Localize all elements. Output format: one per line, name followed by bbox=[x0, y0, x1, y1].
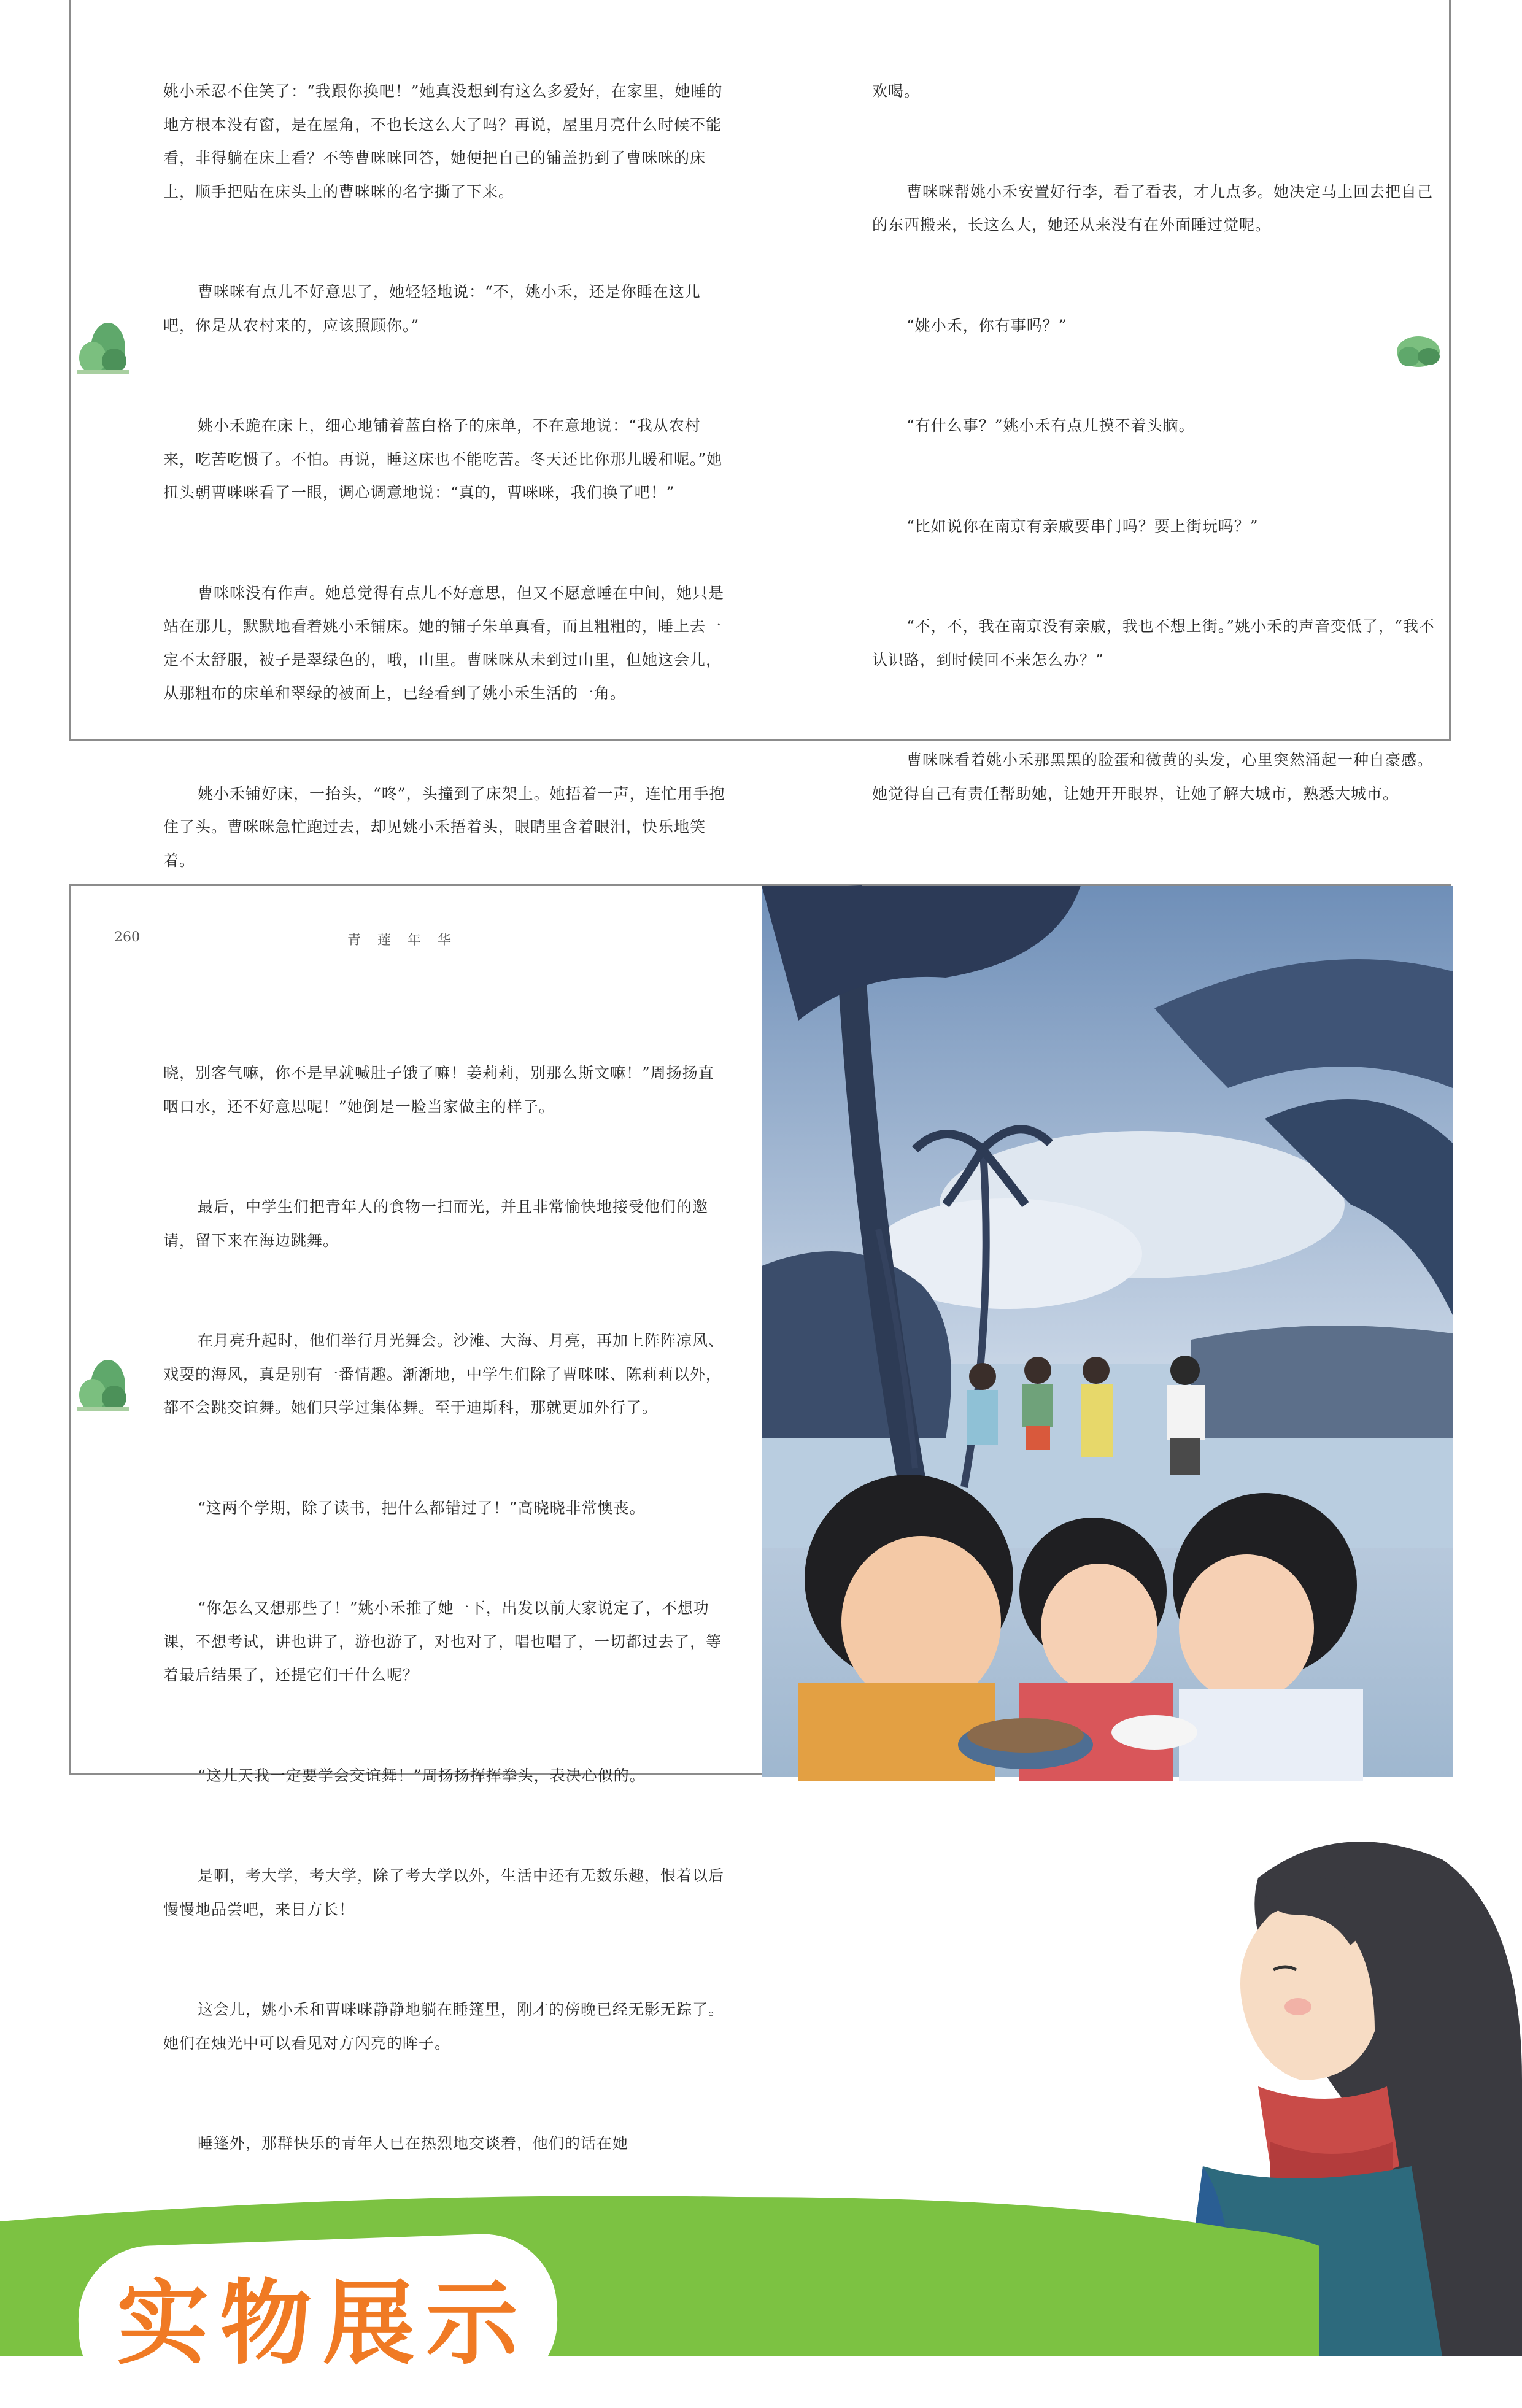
paragraph: 欢喝。 bbox=[872, 82, 921, 100]
paragraph: 曹咪咪有点儿不好意思了，她轻轻地说：“不，姚小禾，还是你睡在这儿吧，你是从农村来的，应该照顾你。” bbox=[163, 283, 701, 334]
beach-scene-illustration bbox=[762, 886, 1453, 1777]
banner-title: 实物展示 bbox=[117, 2271, 530, 2377]
paragraph: 曹咪咪没有作声。她总觉得有点儿不好意思，但又不愿意睡在中间，她只是站在那儿，默默地看着姚小禾铺床。她的铺子朱单真看，而且粗粗的，睡上去一定不太舒服，被子是翠绿色的，哦，山里。曹咪咪从未到过山里，但她这会儿，从那粗布的床单和翠绿的被面上，已经看到了姚小禾生活的一角。 bbox=[163, 584, 725, 702]
paragraph: 睡篷外，那群快乐的青年人已在热烈地交谈着，他们的话在她 bbox=[198, 2134, 629, 2152]
paragraph: “有什么事？”姚小禾有点儿摸不着头脑。 bbox=[906, 417, 1195, 434]
page-number: 260 bbox=[114, 930, 140, 945]
running-title: 青 莲 年 华 bbox=[347, 933, 457, 948]
paragraph: 是啊，考大学，考大学，除了考大学以外，生活中还有无数乐趣，恨着以后慢慢地品尝吧，来日方长！ bbox=[163, 1867, 725, 1918]
paragraph: “这儿天我一定要学会交谊舞！”周扬扬挥挥拳头，表决心似的。 bbox=[198, 1766, 646, 1785]
paragraph: 姚小禾跪在床上，细心地铺着蓝白格子的床单，不在意地说：“我从农村来，吃苦吃惯了。不怕。再说，睡这床也不能吃苦。冬天还比你那儿暖和呢。”她扭头朝曹咪咪看了一眼，调心调意地说：“真的，曹咪咪，我们换了吧！” bbox=[163, 417, 723, 501]
paragraph: 在月亮升起时，他们举行月光舞会。沙滩、大海、月亮，再加上阵阵凉风、戏耍的海风，真是别有一番情趣。渐渐地，中学生们除了曹咪咪、陈莉莉以外，都不会跳交谊舞。她们只学过集体舞。至于迪斯科，那就更加外行了。 bbox=[163, 1332, 725, 1416]
tree-decoration-icon bbox=[1391, 327, 1446, 370]
paragraph: 姚小禾铺好床，一抬头，“咚”，头撞到了床架上。她捂着一声，连忙用手抱住了头。曹咪咪急忙跑过去，却见姚小禾捂着头，眼睛里含着眼泪，快乐地笑着。 bbox=[163, 784, 725, 870]
paragraph: “比如说你在南京有亲戚要串门吗？要上街玩吗？” bbox=[906, 517, 1259, 535]
paragraph: 曹咪咪帮姚小禾安置好行李，看了看表，才九点多。她决定马上回去把自己的东西搬来，长这么大，她还从来没有在外面睡过觉呢。 bbox=[872, 182, 1434, 234]
paragraph: 这会儿，姚小禾和曹咪咪静静地躺在睡篷里，刚才的傍晚已经无影无踪了。她们在烛光中可以看见对方闪亮的眸子。 bbox=[163, 2001, 725, 2052]
paragraph: 姚小禾忍不住笑了：“我跟你换吧！”她真没想到有这么多爱好，在家里，她睡的地方根本没有窗，是在屋角，不也长这么大了吗？再说，屋里月亮什么时候不能看，非得躺在床上看？不等曹咪咪回答，她便把自己的铺盖扔到了曹咪咪的床上，顺手把贴在床头上的曹咪咪的名字撕了下来。 bbox=[163, 82, 723, 201]
paragraph: 曹咪咪看着姚小禾那黑黑的脸蛋和微黄的头发，心里突然涌起一种自豪感。她觉得自己有责任帮助她，让她开开眼界，让她了解大城市，熟悉大城市。 bbox=[872, 751, 1434, 803]
paragraph: “姚小禾，你有事吗？” bbox=[906, 316, 1067, 334]
spread2-left-text bbox=[163, 990, 728, 2228]
tree-decoration-icon bbox=[71, 303, 133, 376]
paragraph: “不，不，我在南京没有亲戚，我也不想上街。”姚小禾的声音变低了，“我不认识路，到时候回不来怎么办？” bbox=[872, 617, 1435, 669]
tree-decoration-icon bbox=[71, 1340, 133, 1413]
paragraph: 最后，中学生们把青年人的食物一扫而光，并且非常愉快地接受他们的邀请，留下来在海边跳舞。 bbox=[163, 1198, 709, 1249]
book-spread-top bbox=[69, 0, 1451, 870]
paragraph: “这两个学期，除了读书，把什么都错过了！”高晓晓非常懊丧。 bbox=[198, 1499, 646, 1517]
book-spread-bottom bbox=[69, 884, 1451, 2152]
paragraph: 晓，别客气嘛，你不是早就喊肚子饿了嘛！姜莉莉，别那么斯文嘛！”周扬扬直咽口水，还不好意思呢！”她倒是一脸当家做主的样子。 bbox=[163, 1064, 714, 1116]
paragraph: “你怎么又想那些了！”姚小禾推了她一下，出发以前大家说定了，不想功课，不想考试，讲也讲了，游也游了，对也对了，唱也唱了，一切都过去了，等着最后结果了，还提它们干什么呢？ bbox=[163, 1599, 722, 1684]
